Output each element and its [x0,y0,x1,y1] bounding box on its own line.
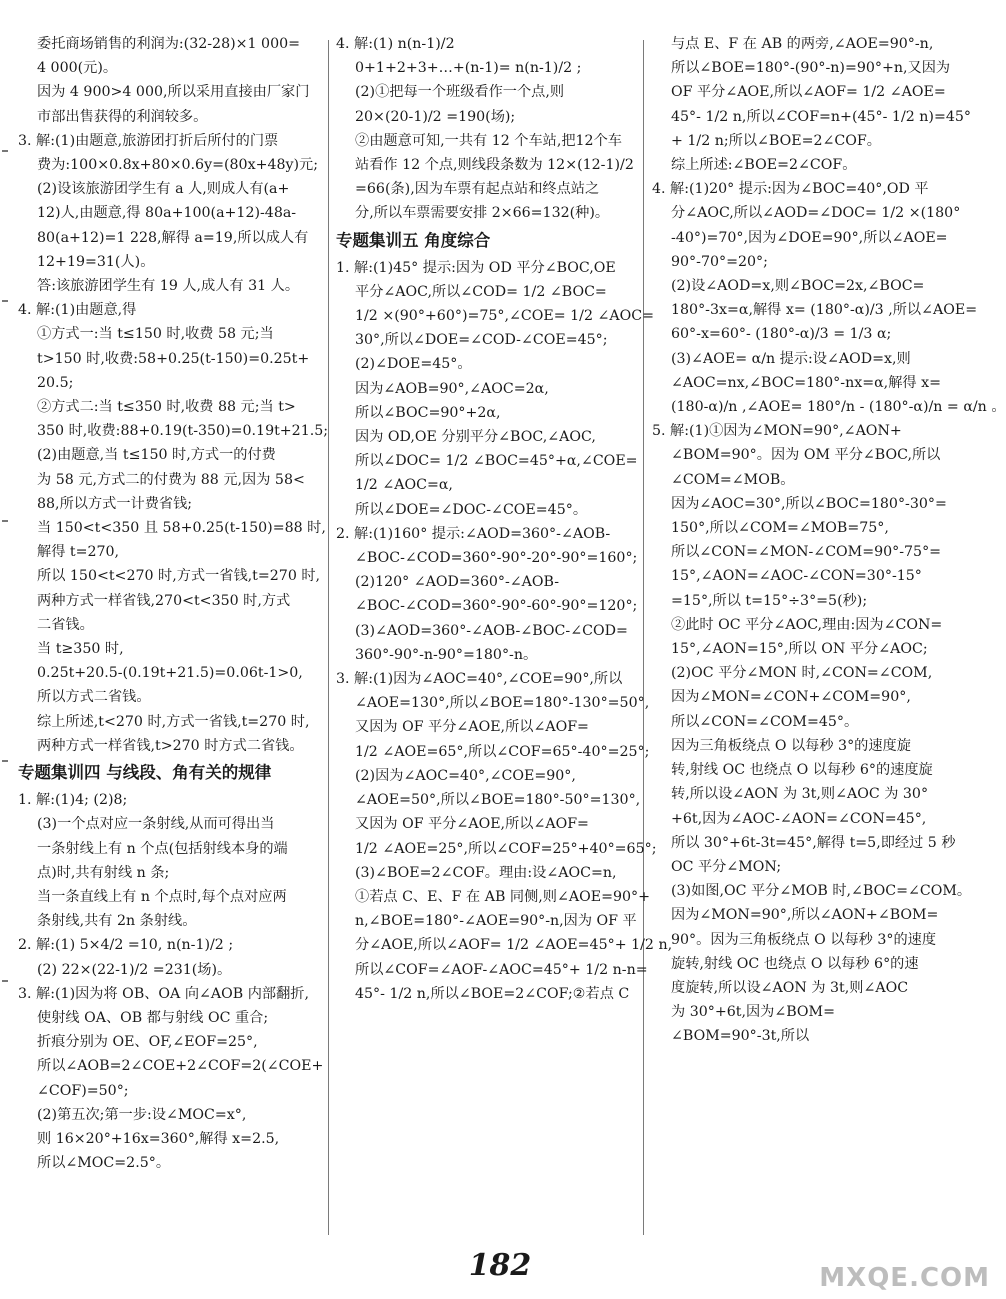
text-line: (2)120° ∠AOD=360°-∠AOB- [355,574,560,591]
text-line: 15°,∠AON=∠AOC-∠CON=30°-15° [671,568,922,585]
text-line: 150°,所以∠COM=∠MOB=75°, [671,520,889,537]
text-line: (3)∠AOD=360°-∠AOB-∠BOC-∠COD= [355,622,628,639]
text-line: 30°,所以∠DOE=∠COD-∠COE=45°; [355,332,608,349]
text-line: ①方式一:当 t≤150 时,收费 58 元;当 [37,326,274,343]
text-line: 因为∠MON=∠CON+∠COM=90°, [671,689,911,706]
section-heading: 专题集训五 角度综合 [336,230,491,250]
text-line: 180°-3x=α,解得 x= (180°-α)/3 ,所以∠AOE= [671,302,978,319]
text-line: 350 时,收费:88+0.19(t-350)=0.19t+21.5; [37,423,329,440]
text-line: 因为 OD,OE 分别平分∠BOC,∠AOC, [355,429,596,446]
text-line: 所以∠BOE=180°-(90°-n)=90°+n,又因为 [671,60,951,77]
text-line: 所以方式二省钱。 [37,689,151,706]
text-line: 20×(20-1)/2 =190(场); [355,108,516,125]
text-line: 折痕分别为 OE、OF,∠EOF=25°, [37,1034,258,1051]
text-line: 因为 4 900>4 000,所以采用直接由厂家门 [37,84,310,101]
text-line: n,∠BOE=180°-∠AOE=90°-n,因为 OF 平 [355,913,637,930]
text-line: 所以 150<t<270 时,方式一省钱,t=270 时, [37,568,321,585]
text-line: ①若点 C、E、F 在 AB 同侧,则∠AOE=90°+ [355,888,651,905]
text-line: ∠COF)=50°; [37,1082,129,1099]
problem-start-line: 3. 解:(1)因为将 OB、OA 向∠AOB 内部翻折, [18,985,309,1002]
problem-start-line: 1. 解:(1)45° 提示:因为 OD 平分∠BOC,OE [336,259,616,276]
text-line: 综上所述:∠BOE=2∠COF。 [671,157,857,174]
text-line: 20.5; [37,374,74,391]
problem-start-line: 3. 解:(1)因为∠AOC=40°,∠COE=90°,所以 [336,671,623,688]
text-line: 综上所述,t<270 时,方式一省钱,t=270 时, [37,713,310,730]
text-line: 两种方式一样省钱,270<t<350 时,方式 [37,592,291,609]
edge-mark [2,300,8,302]
text-line: 答:该旅游团学生有 19 人,成人有 31 人。 [37,278,300,295]
text-line: 一条射线上有 n 个点(包括射线本身的端 [37,840,288,857]
text-line: 所以∠DOE=∠DOC-∠COE=45°。 [355,501,588,518]
text-line: OF 平分∠AOE,所以∠AOF= 1/2 ∠AOE= [671,84,946,101]
text-line: 当 150<t<350 且 58+0.25(t-150)=88 时, [37,520,326,537]
text-line: 条射线,共有 2n 条射线。 [37,913,197,930]
text-line: ∠BOC-∠COD=360°-90°-20°-90°=160°; [355,550,638,567]
text-line: 又因为 OF 平分∠AOE,所以∠AOF= [355,816,589,833]
text-line: 4 000(元)。 [37,60,118,77]
text-line: 市部出售获得的利润较多。 [37,108,208,125]
text-line: 所以∠BOC=90°+2α, [355,404,501,421]
page-number: 182 [468,1248,532,1283]
text-line: 所以 30°+6t-3t=45°,解得 t=5,即经过 5 秒 [671,834,956,851]
column-2 [336,32,673,1006]
text-line: (2)因为∠AOC=40°,∠COE=90°, [355,767,576,784]
watermark: MXQE.COM [819,1263,990,1293]
text-line: 所以∠COF=∠AOF-∠AOC=45°+ 1/2 n-n= [355,961,648,978]
text-line: 分,所以车票需要安排 2×66=132(种)。 [355,205,610,222]
text-line: 所以∠AOB=2∠COE+2∠COF=2(∠COE+ [37,1058,324,1075]
problem-start-line: 2. 解:(1)160° 提示:∠AOD=360°-∠AOB- [336,525,611,542]
text-line: (3)一个点对应一条射线,从而可得出当 [37,816,275,833]
text-line: 又因为 OF 平分∠AOE,所以∠AOF= [355,719,589,736]
edge-mark [2,520,8,522]
text-line: =15°,所以 t=15°÷3°=5(秒); [671,592,868,609]
text-line: ②方式二:当 t≤350 时,收费 88 元;当 t> [37,399,296,416]
text-line: -40°)=70°,因为∠DOE=90°,所以∠AOE= [671,229,948,246]
text-line: 所以∠CON=∠COM=45°。 [671,713,859,730]
text-line: 分∠AOE,所以∠AOF= 1/2 ∠AOE=45°+ 1/2 n, [355,937,673,954]
text-line: 88,所以方式一计费省钱; [37,495,193,512]
text-line: 1/2 ∠AOE=25°,所以∠COF=25°+40°=65°; [355,840,657,857]
text-line: 费为:100×0.8x+80×0.6y=(80x+48y)元; [37,157,319,174]
column-3 [652,32,1006,1049]
text-line: (180-α)/n ,∠AOE= 180°/n - (180°-α)/n = α/n 。 [671,399,1006,416]
text-line: 使射线 OA、OB 都与射线 OC 重合; [37,1009,269,1026]
problem-start-line: 4. 解:(1)由题意,得 [18,302,137,319]
text-line: 45°- 1/2 n,所以∠COF=n+(45°- 1/2 n)=45° [671,108,971,125]
text-line: 90°。因为三角板绕点 O 以每秒 3°的速度 [671,931,937,948]
text-line: ∠AOC=nx,∠BOC=180°-nx=α,解得 x= [671,374,941,391]
text-line: ∠AOE=50°,所以∠BOE=180°-50°=130°, [355,792,641,809]
text-line: 转,射线 OC 也绕点 O 以每秒 6°的速度旋 [671,762,933,779]
text-line: ②由题意可知,一共有 12 个车站,把12个车 [355,132,622,149]
text-line: (2)由题意,当 t≤150 时,方式一的付费 [37,447,276,464]
text-line: (2)∠DOE=45°。 [355,356,472,373]
text-line: 因为∠MON=90°,所以∠AON+∠BOM= [671,907,939,924]
text-line: 因为∠AOC=30°,所以∠BOC=180°-30°= [671,495,947,512]
text-line: (2)设该旅游团学生有 a 人,则成人有(a+ [37,181,290,198]
text-line: 所以∠MOC=2.5°。 [37,1155,171,1172]
text-line: 因为三角板绕点 O 以每秒 3°的速度旋 [671,737,911,754]
text-line: 1/2 ×(90°+60°)=75°,∠COE= 1/2 ∠AOC= [355,308,655,325]
left-margin-strip [0,0,12,1299]
problem-start-line: 1. 解:(1)4; (2)8; [18,792,128,809]
column-1 [18,32,329,1175]
text-line: (2)设∠AOD=x,则∠BOC=2x,∠BOC= [671,278,925,295]
text-line: OC 平分∠MON; [671,858,782,875]
text-line: 点)时,共有射线 n 条; [37,864,170,881]
text-line: 分∠AOC,所以∠AOD=∠DOC= 1/2 ×(180° [671,205,961,222]
text-line: 与点 E、F 在 AB 的两旁,∠AOE=90°-n, [671,36,934,52]
text-line: 所以∠CON=∠MON-∠COM=90°-75°= [671,544,942,561]
problem-start-line: 5. 解:(1)①因为∠MON=90°,∠AON+ [652,423,902,440]
text-line: 60°-x=60°- (180°-α)/3 = 1/3 α; [671,326,892,343]
text-line: (3)∠BOE=2∠COF。理由:设∠AOC=n, [355,864,617,881]
text-line: (3)如图,OC 平分∠MOB 时,∠BOC=∠COM。 [671,883,972,900]
text-line: 80(a+12)=1 228,解得 a=19,所以成人有 [37,229,309,246]
text-line: ∠BOC-∠COD=360°-90°-60°-90°=120°; [355,598,638,615]
text-line: 转,所以设∠AON 为 3t,则∠AOC 为 30° [671,786,929,803]
text-line: 当一条直线上有 n 个点时,每个点对应两 [37,888,287,905]
text-line: ∠BOM=90°-3t,所以 [671,1028,810,1045]
text-line: ∠AOE=130°,所以∠BOE=180°-130°=50°, [355,695,650,712]
text-line: 1/2 ∠AOC=α, [355,477,453,494]
text-line: 二省钱。 [37,616,94,633]
text-line: (2)①把每一个班级看作一个点,则 [355,84,565,101]
text-line: +6t,因为∠AOC-∠AON=∠CON=45°, [671,810,927,827]
text-line: 1/2 ∠AOE=65°,所以∠COF=65°-40°=25°; [355,743,650,760]
text-line: 平分∠AOC,所以∠COD= 1/2 ∠BOC= [355,283,607,300]
text-line: ∠COM=∠MOB。 [671,471,795,488]
text-line: 15°,∠AON=15°,所以 ON 平分∠AOC; [671,641,928,658]
text-line: 旋转,射线 OC 也绕点 O 以每秒 6°的速 [671,955,919,972]
text-line: (2) 22×(22-1)/2 =231(场)。 [37,961,232,978]
text-line: =66(条),因为车票有起点站和终点站之 [355,181,600,198]
edge-mark [2,150,8,152]
text-line: (2)第五次;第一步:设∠MOC=x°, [37,1106,247,1123]
problem-start-line: 4. 解:(1) n(n-1)/2 [336,36,455,52]
text-line: 当 t≥350 时, [37,641,124,658]
text-line: 所以∠DOC= 1/2 ∠BOC=45°+α,∠COE= [355,453,638,470]
text-line: 则 16×20°+16x=360°,解得 x=2.5, [37,1130,280,1147]
text-line: (3)∠AOE= α/n 提示:设∠AOD=x,则 [671,350,911,367]
text-line: 为 58 元,方式二的付费为 88 元,因为 58< [37,471,305,488]
text-line: 站看作 12 个点,则线段条数为 12×(12-1)/2 [355,157,634,174]
problem-start-line: 2. 解:(1) 5×4/2 =10, n(n-1)/2 ; [18,937,234,954]
edge-mark [2,760,8,762]
problem-start-line: 3. 解:(1)由题意,旅游团打折后所付的门票 [18,132,279,149]
text-line: 360°-90°-n-90°=180°-n。 [355,646,538,663]
edge-mark [2,980,8,982]
column-divider [328,40,329,1235]
text-line: 0.25t+20.5-(0.19t+21.5)=0.06t-1>0, [37,665,303,682]
text-line: ②此时 OC 平分∠AOC,理由:因为∠CON= [671,616,943,633]
text-line: 90°-70°=20°; [671,253,768,270]
text-line: 两种方式一样省钱,t>270 时方式二省钱。 [37,737,304,754]
text-line: 度旋转,所以设∠AON 为 3t,则∠AOC [671,979,909,996]
text-line: 为 30°+6t,因为∠BOM= [671,1004,835,1021]
problem-start-line: 4. 解:(1)20° 提示:因为∠BOC=40°,OD 平 [652,181,929,198]
column-divider [643,40,644,1235]
text-line: t>150 时,收费:58+0.25(t-150)=0.25t+ [37,350,310,367]
text-line: 解得 t=270, [37,544,120,561]
text-line: 45°- 1/2 n,所以∠BOE=2∠COF;②若点 C [355,985,630,1002]
text-line: 委托商场销售的利润为:(32-28)×1 000= [37,36,301,52]
text-line: (2)OC 平分∠MON 时,∠CON=∠COM, [671,665,933,682]
text-line: 因为∠AOB=90°,∠AOC=2α, [355,380,549,397]
text-line: + 1/2 n;所以∠BOE=2∠COF。 [671,132,881,149]
text-line: 12)人,由题意,得 80a+100(a+12)-48a- [37,205,297,222]
text-line: 0+1+2+3+…+(n-1)= n(n-1)/2 ; [355,60,582,77]
text-line: ∠BOM=90°。因为 OM 平分∠BOC,所以 [671,447,941,464]
text-line: 12+19=31(人)。 [37,253,155,270]
section-heading: 专题集训四 与线段、角有关的规律 [18,763,272,783]
